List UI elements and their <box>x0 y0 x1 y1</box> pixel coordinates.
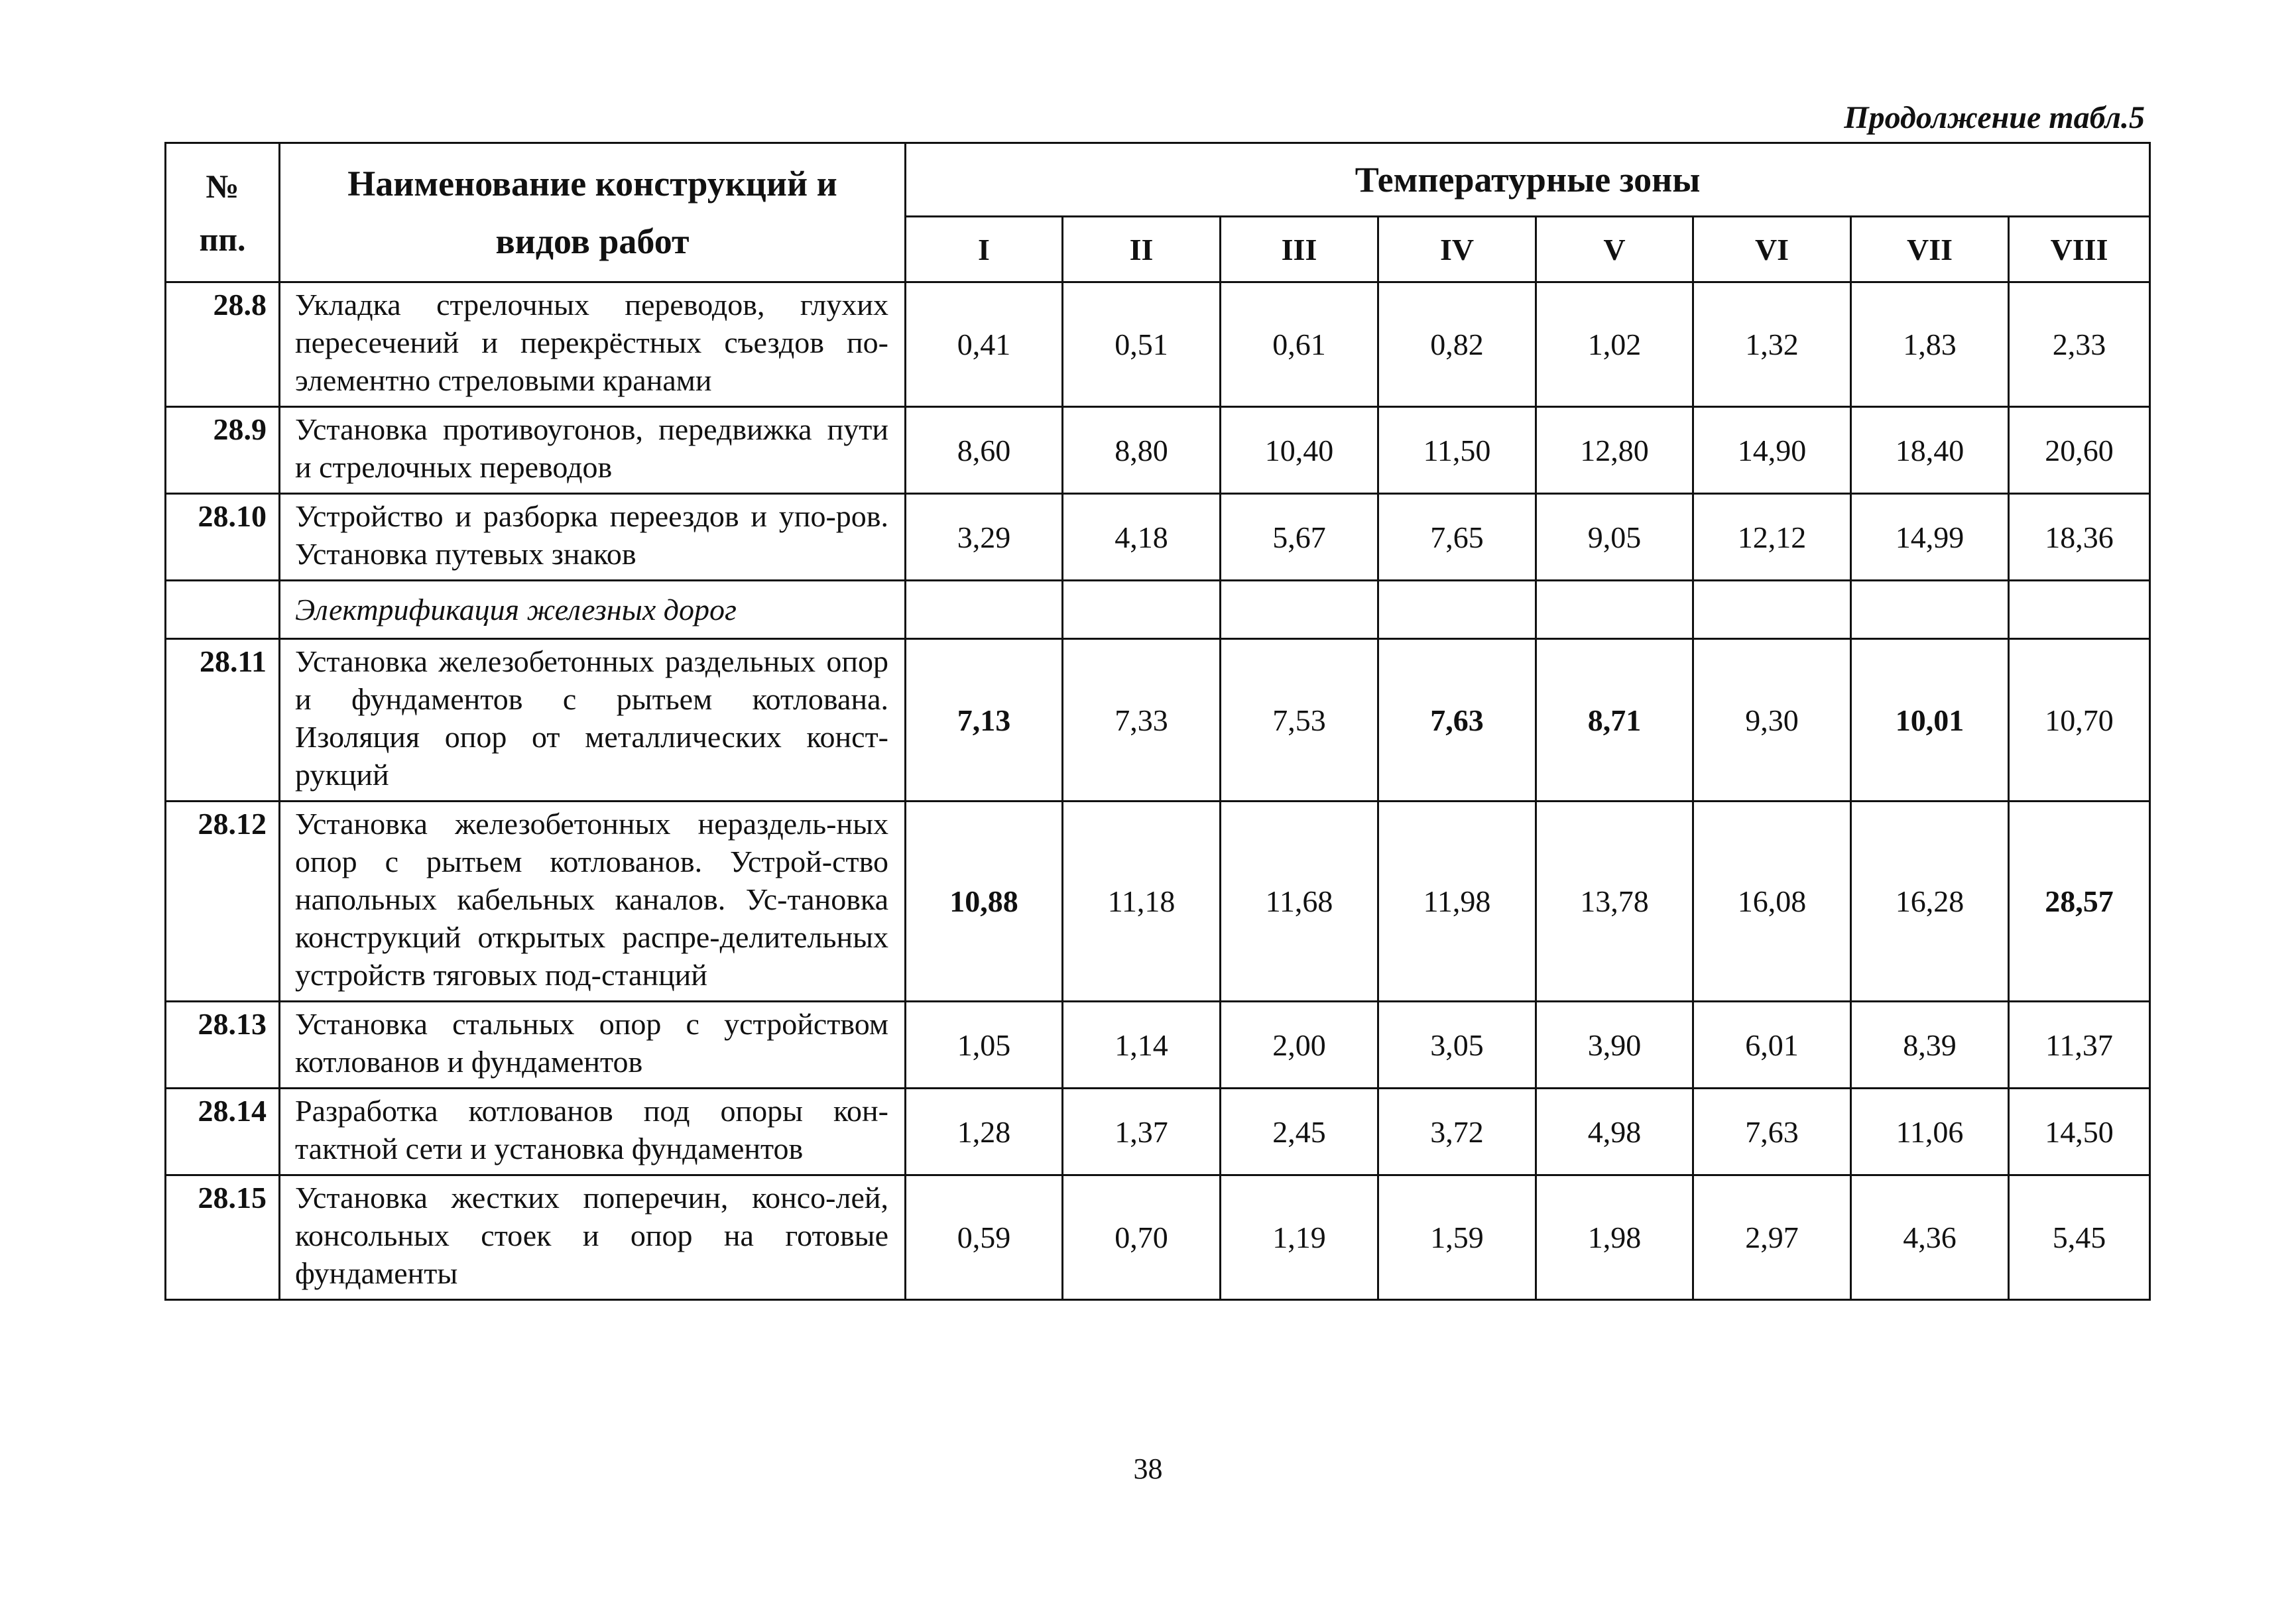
zone-value-cell: 10,01 <box>1851 639 2009 802</box>
zone-value-cell: 11,68 <box>1221 802 1378 1002</box>
zone-value-cell: 0,70 <box>1063 1175 1221 1300</box>
zone-value-cell: 7,65 <box>1378 494 1536 581</box>
zone-header: III <box>1221 217 1378 282</box>
zone-value-cell: 1,83 <box>1851 282 2009 407</box>
zone-value-cell: 16,08 <box>1693 802 1851 1002</box>
work-description-cell: Устройство и разборка переездов и упо-ров. Установка путевых знаков <box>280 494 906 581</box>
table-row <box>166 1002 2150 1089</box>
row-number-cell: 28.11 <box>166 639 280 802</box>
zone-value-cell: 14,99 <box>1851 494 2009 581</box>
column-header-name: Наименование конструкций и видов работ <box>280 143 906 282</box>
section-row <box>166 581 2150 639</box>
table-row <box>166 494 2150 581</box>
work-description-cell: Установка железобетонных нераздель-ных опор с рытьем котлованов. Устрой-ство напольных кабельных каналов. Ус-тановка конструкций открытых распре-делительных устройств тяговых под-станций <box>280 802 906 1002</box>
row-number-cell <box>166 581 280 639</box>
zone-value-cell: 2,33 <box>2009 282 2150 407</box>
table-row <box>166 407 2150 494</box>
zone-value-cell: 2,97 <box>1693 1175 1851 1300</box>
zone-value-cell: 0,41 <box>906 282 1063 407</box>
zone-value-cell: 9,05 <box>1536 494 1693 581</box>
zone-value-cell: 4,98 <box>1536 1089 1693 1175</box>
row-number-cell: 28.9 <box>166 407 280 494</box>
zone-value-cell: 10,40 <box>1221 407 1378 494</box>
zone-value-cell: 7,63 <box>1378 639 1536 802</box>
table-row <box>166 282 2150 407</box>
zone-value-cell: 12,80 <box>1536 407 1693 494</box>
zone-value-cell: 20,60 <box>2009 407 2150 494</box>
zone-value-cell: 1,05 <box>906 1002 1063 1089</box>
row-number-cell: 28.14 <box>166 1089 280 1175</box>
row-number-cell: 28.8 <box>166 282 280 407</box>
zone-value-cell: 1,32 <box>1693 282 1851 407</box>
table-continuation-label: Продолжение табл.5 <box>1844 100 2145 135</box>
zone-value-cell: 3,72 <box>1378 1089 1536 1175</box>
zone-value-cell: 13,78 <box>1536 802 1693 1002</box>
zone-header: VI <box>1693 217 1851 282</box>
zone-value-cell: 1,98 <box>1536 1175 1693 1300</box>
zone-value-cell: 4,18 <box>1063 494 1221 581</box>
row-number-cell: 28.13 <box>166 1002 280 1089</box>
zone-value-cell: 1,02 <box>1536 282 1693 407</box>
zone-value-cell: 11,98 <box>1378 802 1536 1002</box>
empty-value-cell <box>1378 581 1536 639</box>
zone-value-cell: 8,71 <box>1536 639 1693 802</box>
zone-value-cell: 3,90 <box>1536 1002 1693 1089</box>
zone-value-cell: 8,60 <box>906 407 1063 494</box>
zone-value-cell: 1,28 <box>906 1089 1063 1175</box>
empty-value-cell <box>906 581 1063 639</box>
empty-value-cell <box>1536 581 1693 639</box>
row-number-cell: 28.12 <box>166 802 280 1002</box>
empty-value-cell <box>1693 581 1851 639</box>
table-row <box>166 639 2150 802</box>
row-number-cell: 28.10 <box>166 494 280 581</box>
zone-value-cell: 10,88 <box>906 802 1063 1002</box>
empty-value-cell <box>1851 581 2009 639</box>
zone-value-cell: 4,36 <box>1851 1175 2009 1300</box>
zone-value-cell: 1,37 <box>1063 1089 1221 1175</box>
column-header-temperature-zones: Температурные зоны <box>906 143 2150 217</box>
empty-value-cell <box>2009 581 2150 639</box>
zone-value-cell: 11,37 <box>2009 1002 2150 1089</box>
zone-value-cell: 9,30 <box>1693 639 1851 802</box>
zone-value-cell: 7,53 <box>1221 639 1378 802</box>
zone-value-cell: 0,61 <box>1221 282 1378 407</box>
table-row <box>166 1175 2150 1300</box>
zone-header: VII <box>1851 217 2009 282</box>
zone-value-cell: 11,06 <box>1851 1089 2009 1175</box>
zone-header: V <box>1536 217 1693 282</box>
section-title: Электрификация железных дорог <box>280 581 906 639</box>
zone-value-cell: 28,57 <box>2009 802 2150 1002</box>
zone-value-cell: 0,82 <box>1378 282 1536 407</box>
zone-value-cell: 2,45 <box>1221 1089 1378 1175</box>
zone-value-cell: 14,50 <box>2009 1089 2150 1175</box>
zone-header: VIII <box>2009 217 2150 282</box>
column-header-number: № пп. <box>166 143 280 282</box>
page-number: 38 <box>1133 1453 1163 1485</box>
zone-value-cell: 18,36 <box>2009 494 2150 581</box>
work-description-cell: Установка жестких поперечин, консо-лей, консольных стоек и опор на готовые фундаменты <box>280 1175 906 1300</box>
zone-header: IV <box>1378 217 1536 282</box>
zone-value-cell: 0,59 <box>906 1175 1063 1300</box>
work-coefficients-table <box>164 142 2151 1301</box>
zone-value-cell: 7,33 <box>1063 639 1221 802</box>
empty-value-cell <box>1063 581 1221 639</box>
work-description-cell: Укладка стрелочных переводов, глухих пересечений и перекрёстных съездов по-элементно стреловыми кранами <box>280 282 906 407</box>
work-description-cell: Установка противоугонов, передвижка пути и стрелочных переводов <box>280 407 906 494</box>
zone-value-cell: 16,28 <box>1851 802 2009 1002</box>
table-row <box>166 1089 2150 1175</box>
zone-value-cell: 1,19 <box>1221 1175 1378 1300</box>
zone-value-cell: 10,70 <box>2009 639 2150 802</box>
empty-value-cell <box>1221 581 1378 639</box>
zone-value-cell: 7,13 <box>906 639 1063 802</box>
table-row <box>166 802 2150 1002</box>
zone-value-cell: 6,01 <box>1693 1002 1851 1089</box>
zone-value-cell: 3,05 <box>1378 1002 1536 1089</box>
work-description-cell: Установка стальных опор с устройством котлованов и фундаментов <box>280 1002 906 1089</box>
zone-value-cell: 0,51 <box>1063 282 1221 407</box>
zone-value-cell: 1,14 <box>1063 1002 1221 1089</box>
zone-header: II <box>1063 217 1221 282</box>
zone-value-cell: 5,67 <box>1221 494 1378 581</box>
work-description-cell: Разработка котлованов под опоры кон-тактной сети и установка фундаментов <box>280 1089 906 1175</box>
zone-value-cell: 8,39 <box>1851 1002 2009 1089</box>
work-description-cell: Установка железобетонных раздельных опор и фундаментов с рытьем котлована. Изоляция опор от металлических конст-рукций <box>280 639 906 802</box>
zone-value-cell: 14,90 <box>1693 407 1851 494</box>
zone-value-cell: 11,18 <box>1063 802 1221 1002</box>
zone-header: I <box>906 217 1063 282</box>
zone-value-cell: 5,45 <box>2009 1175 2150 1300</box>
zone-value-cell: 8,80 <box>1063 407 1221 494</box>
zone-value-cell: 3,29 <box>906 494 1063 581</box>
row-number-cell: 28.15 <box>166 1175 280 1300</box>
zone-value-cell: 7,63 <box>1693 1089 1851 1175</box>
zone-value-cell: 11,50 <box>1378 407 1536 494</box>
zone-value-cell: 18,40 <box>1851 407 2009 494</box>
zone-value-cell: 2,00 <box>1221 1002 1378 1089</box>
zone-value-cell: 1,59 <box>1378 1175 1536 1300</box>
zone-value-cell: 12,12 <box>1693 494 1851 581</box>
